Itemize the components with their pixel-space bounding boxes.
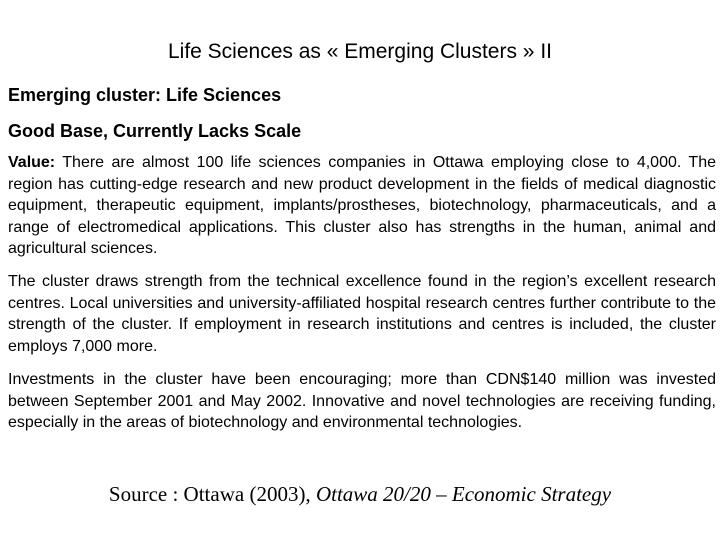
source-prefix: Source : Ottawa (2003), xyxy=(108,482,316,506)
base-heading: Good Base, Currently Lacks Scale xyxy=(8,121,302,141)
strength-paragraph: The cluster draws strength from the technical excellence found in the region’s excellent research centres. Local universities and university-affiliated hospital research centres further contribute to the strength of the cluster. If employment in research institutions and centres is included, the cluster employs 7,000 more. xyxy=(8,273,716,355)
cluster-heading: Emerging cluster: Life Sciences xyxy=(8,85,282,105)
source-title: Ottawa 20/20 – Economic Strategy xyxy=(315,482,612,506)
value-text: There are almost 100 life sciences companies in Ottawa employing close to 4,000. The region has cutting-edge research and new product development in the fields of medical diagnostic equipment, therapeutic equipment, implants/prostheses, biotechnology, pharmaceuticals, and a range of electromedical applications. This cluster also has strengths in the human, animal and agricultural sciences. xyxy=(8,154,716,257)
slide-title: Life Sciences as « Emerging Clusters » II xyxy=(167,40,552,63)
investment-paragraph: Investments in the cluster have been encouraging; more than CDN$140 million was invested between September 2001 and May 2002. Innovative and novel technologies are receiving funding, especially in the areas of biotechnology and environmental technologies. xyxy=(8,371,716,431)
value-label: Value: xyxy=(8,154,56,171)
value-paragraph xyxy=(8,152,716,260)
source-citation xyxy=(0,480,720,508)
